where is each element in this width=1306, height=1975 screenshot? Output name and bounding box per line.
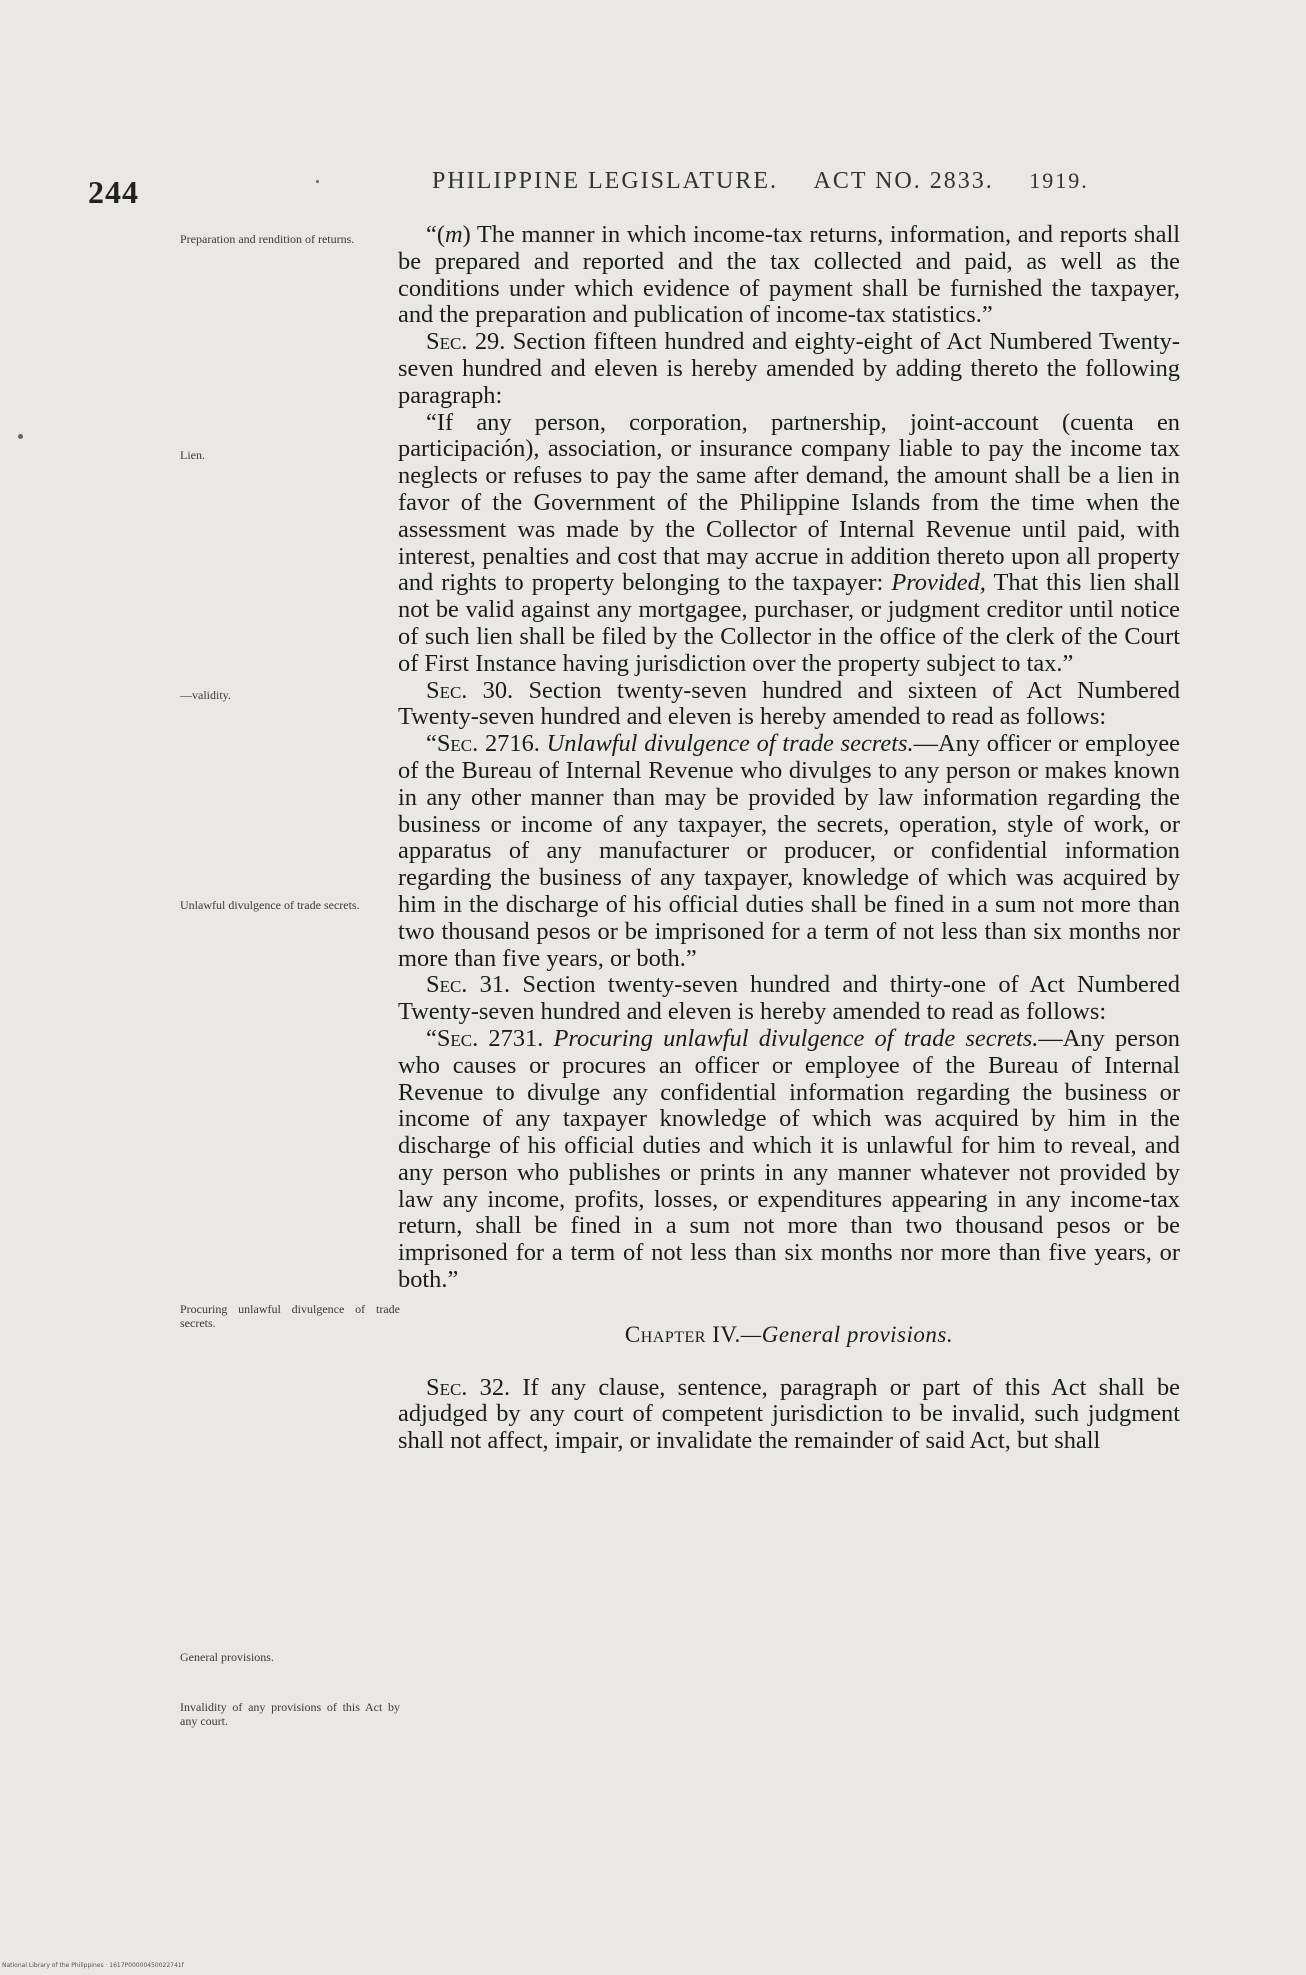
paragraph-lien: “If any person, corporation, partnership, joint-account (cuenta en participación), association, or insurance company liable to pay the income tax neglects or refuses to pay the same after demand, the amount shall be a lien in favor of the Government of the Philippine Islands from the time when the assessment was made by the Collector of Internal Revenue until paid, with interest, penalties and cost that may accrue in addition thereto upon all property and rights to property belonging to the taxpayer: Provided, That this lien shall not be valid against any mortgagee, purchaser, or judgment creditor until notice of such lien shall be filed by the Collector in the office of the clerk of the Court of First Instance having jurisdiction over the property subject to tax.” <box>398 408 1180 677</box>
scan-speck <box>18 434 23 439</box>
paragraph-sec-29: Sec. 29. Section fifteen hundred and eighty-eight of Act Numbered Twenty-seven hundred and eleven is hereby amended by adding thereto the following paragraph: <box>398 328 1180 409</box>
section-label: Sec. 2716. <box>436 730 540 758</box>
paragraph-sec-32: Sec. 32. If any clause, sentence, paragraph or part of this Act shall be adjudged by any court of competent jurisdiction to be invalid, such judgment shall not affect, impair, or invalidate the remainder of said Act, but shall <box>398 1373 1180 1455</box>
header-act: ACT NO. 2833. <box>813 168 994 194</box>
header-title: PHILIPPINE LEGISLATURE. <box>432 168 778 194</box>
header-year: 1919. <box>1029 168 1089 193</box>
margin-note-unlawful-divulgence: Unlawful divulgence of trade secrets. <box>180 898 360 912</box>
paragraph-m: “(m) The manner in which income-tax returns, information, and reports shall be prepared and reported and the tax collected and paid, as well as the conditions under which evidence of payment shall be furnished the taxpayer, and the preparation and publication of income-tax statistics.” <box>398 221 1180 329</box>
paragraph-sec-2731: “Sec. 2731. Procuring unlawful divulgence of trade secrets.—Any person who causes or procures an officer or employee of the Bureau of Internal Revenue to divulge any confidential information regarding the business or income of any taxpayer knowledge of which was acquired by him in the discharge of his official duties and which it is unlawful for him to reveal, and any person who publishes or prints in any manner whatever not provided by law any income, profits, losses, or expenditures appearing in any income-tax return, shall be fined in a sum not more than two thousand pesos or be imprisoned for a term of not less than six months nor more than five years, or both.” <box>398 1024 1180 1294</box>
running-header <box>432 168 1089 195</box>
section-title: Unlawful divulgence of trade secrets. <box>546 730 914 758</box>
section-title: Procuring unlawful divulgence of trade secrets. <box>553 1024 1039 1052</box>
section-label: Sec. 31. <box>426 971 511 999</box>
margin-note-invalidity: Invalidity of any provisions of this Act by any court. <box>180 1700 400 1728</box>
section-label: Sec. 30. <box>426 676 514 704</box>
chapter-heading: Chapter IV.—General provisions. <box>624 1321 954 1347</box>
scan-footer: National Library of the Philippines · 1617P00000450022741f <box>2 1962 184 1969</box>
scan-speck <box>316 180 319 183</box>
paragraph-sec-31: Sec. 31. Section twenty-seven hundred and thirty-one of Act Numbered Twenty-seven hundred and eleven is hereby amended to read as follows: <box>398 971 1180 1026</box>
page-number: 244 <box>88 174 139 210</box>
margin-note-validity: —validity. <box>180 688 231 702</box>
paragraph-sec-2716: “Sec. 2716. Unlawful divulgence of trade secrets.—Any officer or employee of the Bureau of Internal Revenue who divulges to any person or makes known in any other manner than may be provided by law information regarding the business or income of any taxpayer, the secrets, operation, style of work, or apparatus of any manufacturer or producer, or confidential information regarding the business of any taxpayer, knowledge of which was acquired by him in the discharge of his official duties shall be fined in a sum not more than two thousand pesos or be imprisoned for a term of not less than six months nor more than five years, or both.” <box>398 730 1180 972</box>
margin-note-preparation: Preparation and rendition of returns. <box>180 232 355 246</box>
section-label: Sec. 2731. <box>436 1024 544 1052</box>
margin-note-lien: Lien. <box>180 448 205 462</box>
section-label: Sec. 29. <box>426 328 506 356</box>
body-text <box>398 222 1180 1455</box>
margin-note-procuring-divulgence: Procuring unlawful divulgence of trade secrets. <box>180 1302 400 1330</box>
section-label: Sec. 32. <box>426 1373 511 1401</box>
paragraph-sec-30: Sec. 30. Section twenty-seven hundred and sixteen of Act Numbered Twenty-seven hundred and eleven is hereby amended to read as follows: <box>398 676 1181 731</box>
margin-note-general-provisions: General provisions. <box>180 1650 274 1664</box>
